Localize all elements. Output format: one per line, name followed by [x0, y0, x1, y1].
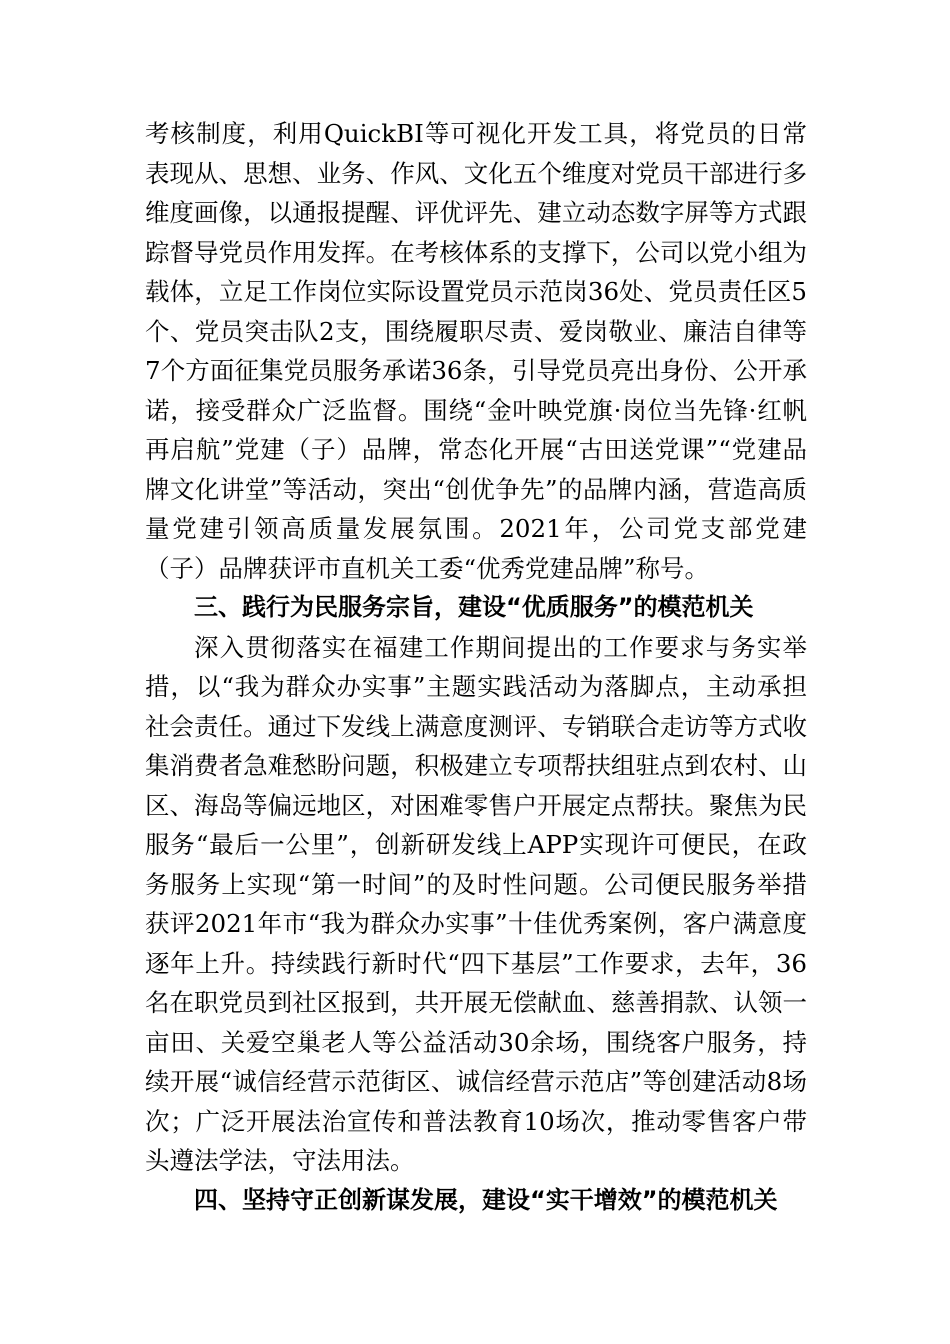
body-paragraph: 深入贯彻落实在福建工作期间提出的工作要求与务实举措，以“我为群众办实事”主题实践活动为落脚点，主动承担社会责任。通过下发线上满意度测评、专销联合走访等方式收集消费者急难愁盼问题，积极建立专项帮扶组驻点到农村、山区、海岛等偏远地区，对困难零售户开展定点帮扶。聚焦为民服务“最后一公里”，创新研发线上APP实现许可便民，在政务服务上实现“第一时间”的及时性问题。公司便民服务举措获评2021年市“我为群众办实事”十佳优秀案例，客户满意度逐年上升。持续践行新时代“四下基层”工作要求，去年，36名在职党员到社区报到，共开展无偿献血、慈善捐款、认领一亩田、关爱空巢老人等公益活动30余场，围绕客户服务，持续开展“诚信经营示范街区、诚信经营示范店”等创建活动8场次；广泛开展法治宣传和普法教育10场次，推动零售客户带头遵法学法，守法用法。: [145, 632, 807, 1175]
section-heading: 四、坚持守正创新谋发展，建设“实干增效”的模范机关: [194, 1185, 778, 1214]
body-paragraph: 考核制度，利用QuickBI等可视化开发工具，将党员的日常表现从、思想、业务、作风、文化五个维度对党员干部进行多维度画像，以通报提醒、评优评先、建立动态数字屏等方式跟踪督导党员作用发挥。在考核体系的支撑下，公司以党小组为载体，立足工作岗位实际设置党员示范岗36处、党员责任区5个、党员突击队2支，围绕履职尽责、爱岗敬业、廉洁自律等7个方面征集党员服务承诺36条，引导党员亮出身份、公开承诺，接受群众广泛监督。围绕“金叶映党旗·岗位当先锋·红帆再启航”党建（子）品牌，常态化开展“古田送党课”“党建品牌文化讲堂”等活动，突出“创优争先”的品牌内涵，营造高质量党建引领高质量发展氛围。2021年，公司党支部党建（子）品牌获评市直机关工委“优秀党建品牌”称号。: [145, 119, 807, 583]
section-heading: 三、践行为民服务宗旨，建设“优质服务”的模范机关: [194, 593, 754, 621]
document-page: [145, 114, 807, 1220]
